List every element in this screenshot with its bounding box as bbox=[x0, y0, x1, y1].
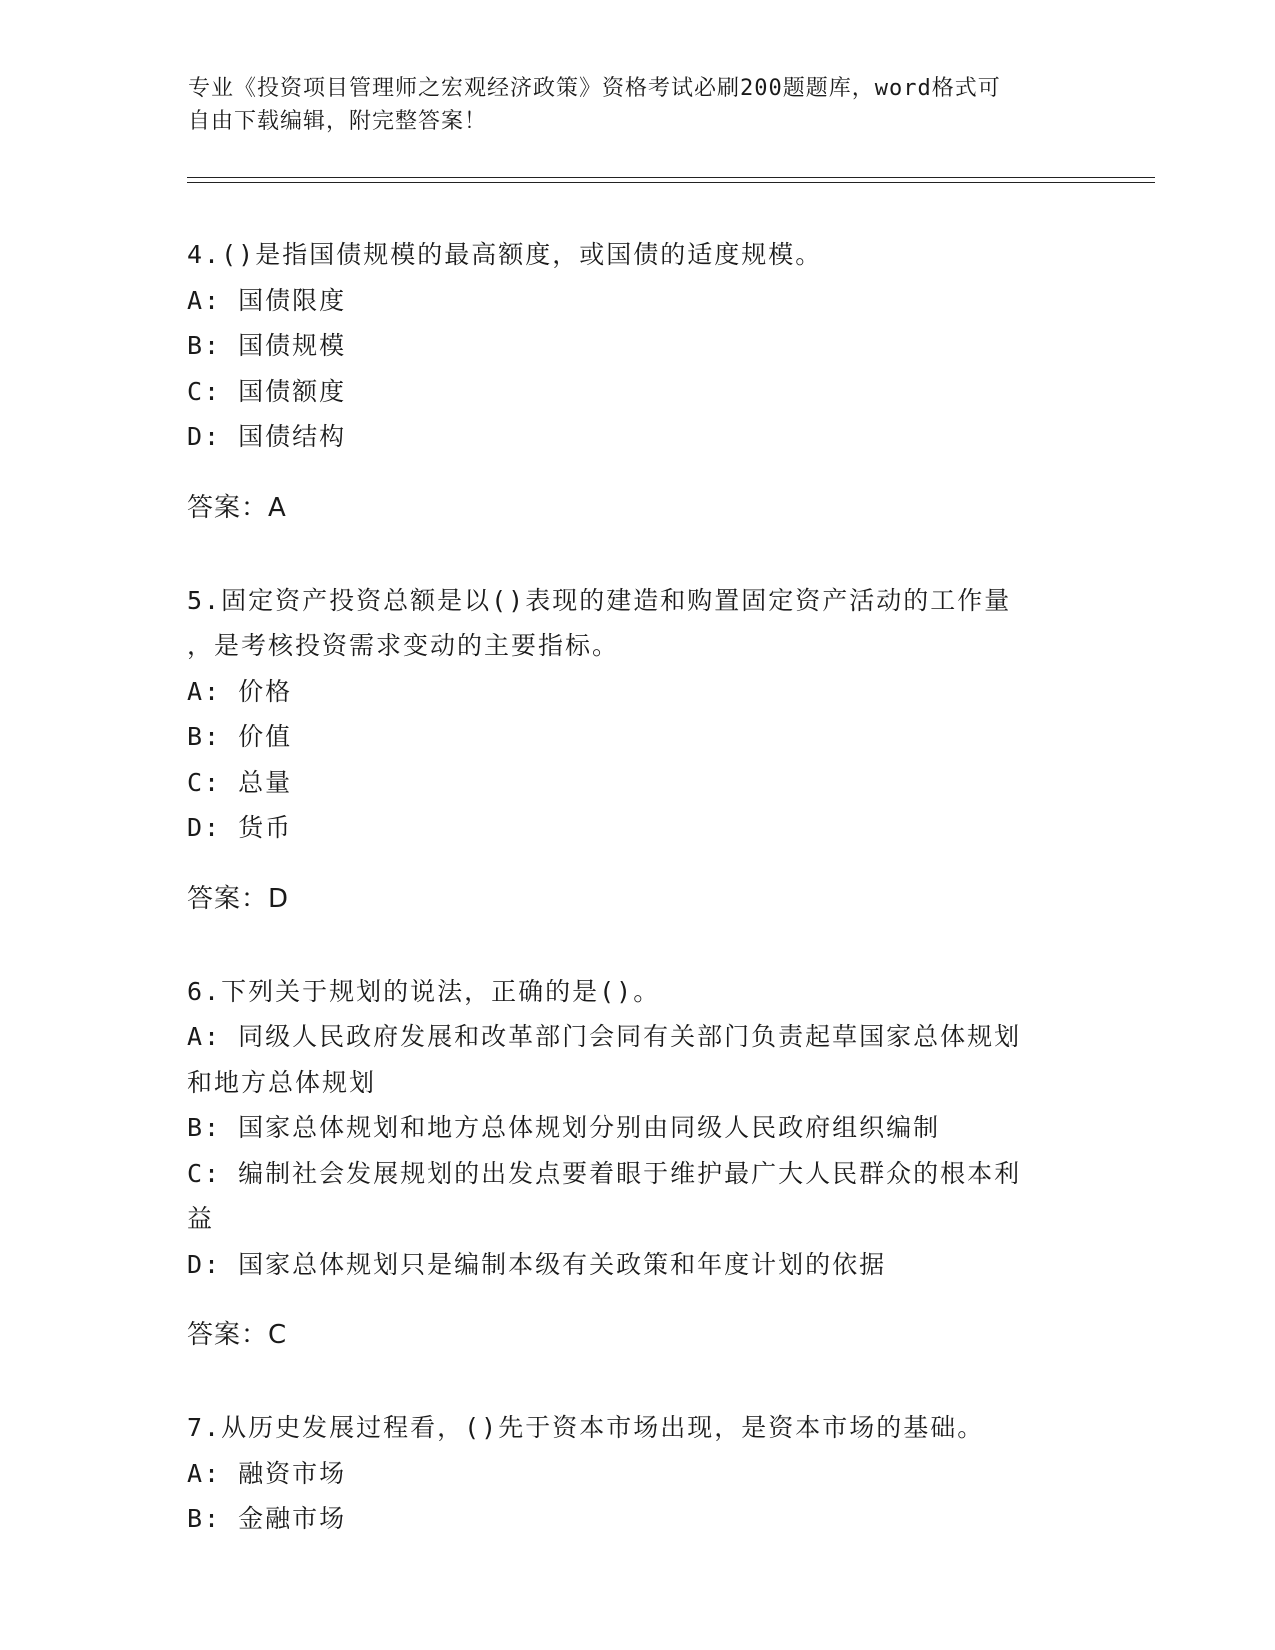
option-a: A: 国债限度 bbox=[187, 285, 347, 315]
option-b: B: 国家总体规划和地方总体规划分别由同级人民政府组织编制 bbox=[187, 1113, 941, 1142]
option-b: B: 金融市场 bbox=[187, 1504, 347, 1533]
option-b: B: 价值 bbox=[187, 722, 293, 751]
document-header bbox=[188, 72, 1088, 138]
answer-key: 答案：C bbox=[187, 1320, 288, 1350]
answer-key: 答案：A bbox=[187, 492, 287, 523]
question-stem: 6.下列关于规划的说法，正确的是()。 bbox=[187, 976, 661, 1006]
header-divider-bottom bbox=[187, 182, 1155, 183]
option-a: A: 融资市场 bbox=[187, 1458, 347, 1488]
option-a-line-1: A: 同级人民政府发展和改革部门会同有关部门负责起草国家总体规划 bbox=[187, 1022, 1022, 1051]
question-6 bbox=[187, 969, 1087, 1359]
question-stem: 4.()是指国债规模的最高额度，或国债的适度规模。 bbox=[187, 240, 823, 269]
option-a-line-2: 和地方总体规划 bbox=[187, 1067, 377, 1097]
option-d: D: 国债结构 bbox=[187, 422, 347, 451]
option-d: D: 货币 bbox=[187, 813, 293, 842]
question-7 bbox=[187, 1405, 1087, 1542]
question-stem-line-2: ，是考核投资需求变动的主要指标。 bbox=[187, 631, 620, 660]
question-5 bbox=[187, 578, 1087, 922]
option-c: C: 国债额度 bbox=[187, 376, 347, 406]
header-divider-top bbox=[187, 177, 1155, 178]
option-d: D: 国家总体规划只是编制本级有关政策和年度计划的依据 bbox=[187, 1249, 887, 1279]
option-c-line-2: 益 bbox=[187, 1204, 215, 1233]
header-line-2: 自由下载编辑，附完整答案！ bbox=[188, 109, 488, 134]
question-4 bbox=[187, 232, 1087, 531]
option-c-line-1: C: 编制社会发展规划的出发点要着眼于维护最广大人民群众的根本利 bbox=[187, 1158, 1022, 1188]
question-stem: 7.从历史发展过程看，()先于资本市场出现，是资本市场的基础。 bbox=[187, 1413, 985, 1442]
answer-key: 答案：D bbox=[187, 883, 290, 914]
question-list bbox=[187, 232, 1087, 1589]
option-c: C: 总量 bbox=[187, 767, 293, 797]
option-b: B: 国债规模 bbox=[187, 331, 347, 360]
header-line-1: 专业《投资项目管理师之宏观经济政策》资格考试必刷200题题库，word格式可 bbox=[188, 76, 1001, 101]
option-a: A: 价格 bbox=[187, 676, 293, 706]
question-stem-line-1: 5.固定资产投资总额是以()表现的建造和购置固定资产活动的工作量 bbox=[187, 585, 1012, 615]
